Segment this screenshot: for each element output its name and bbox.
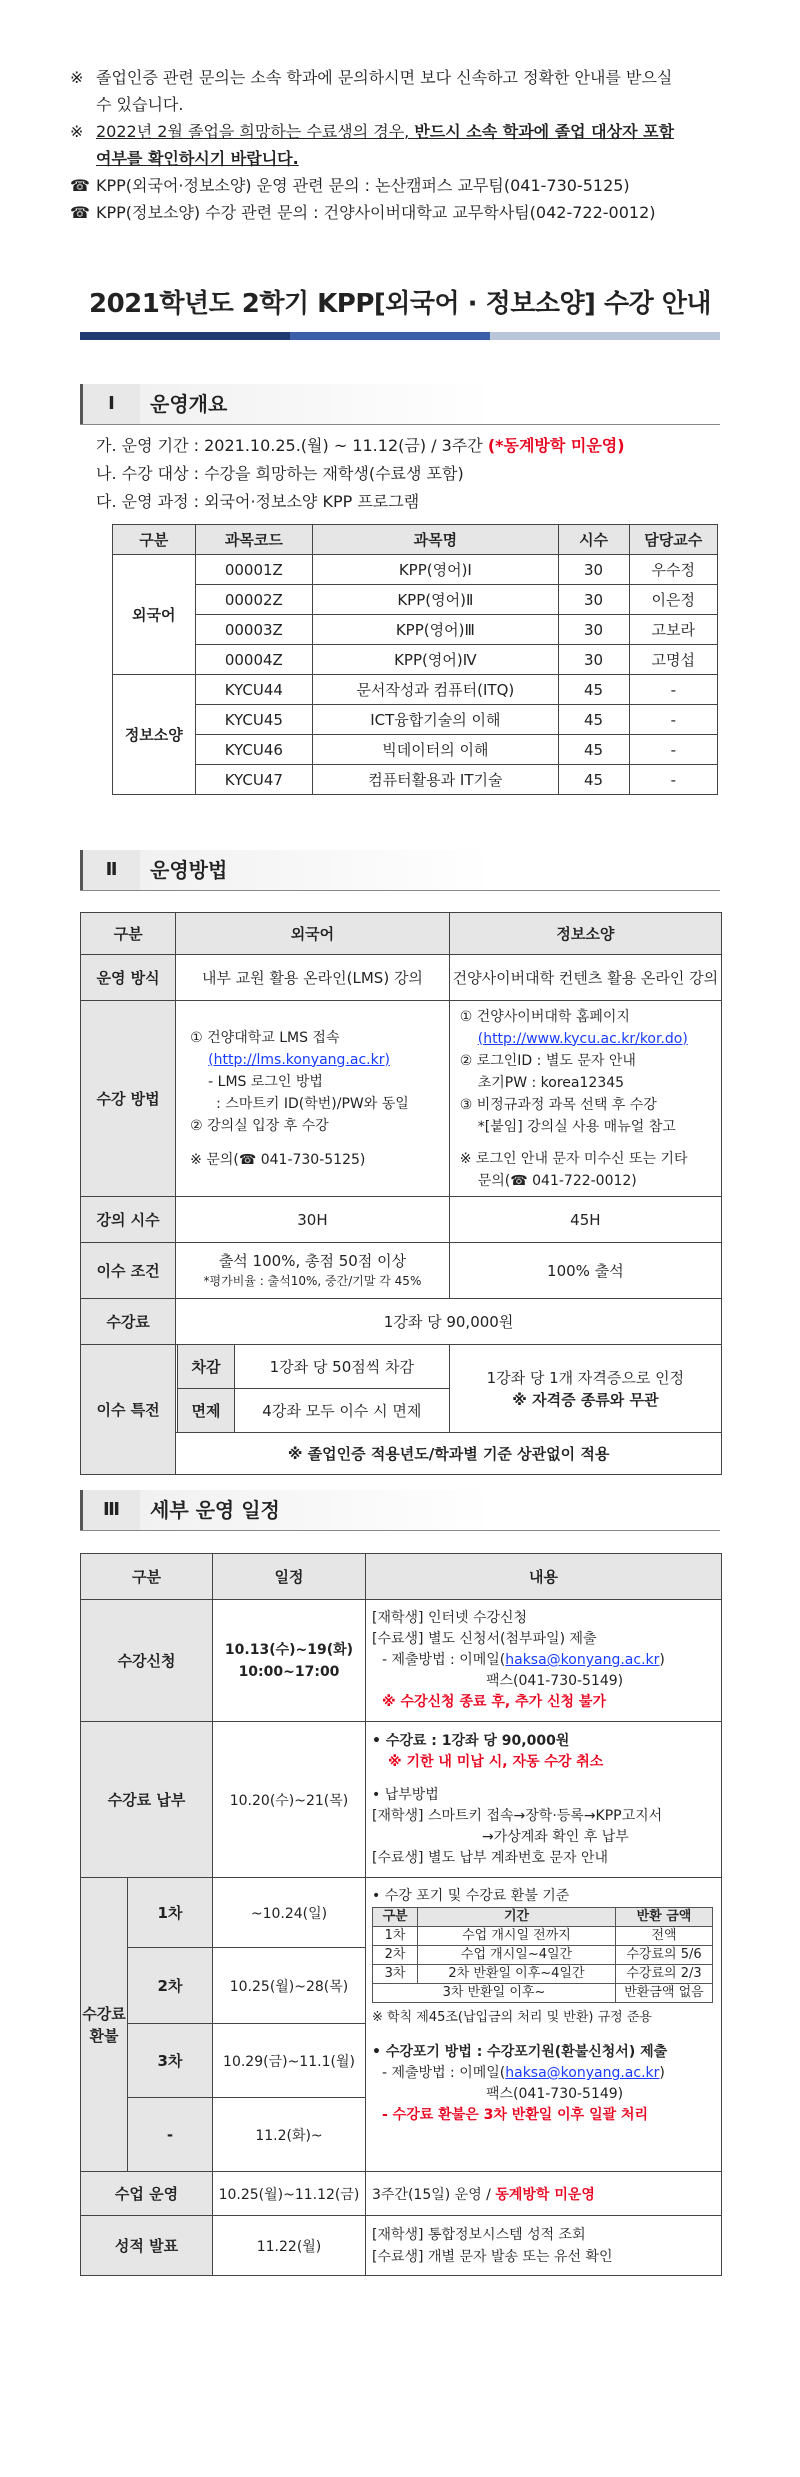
overview-info: 가. 운영 기간 : 2021.10.25.(월) ~ 11.12(금) / 3주간 (*동계방학 미운영) 나. 수강 대상 : 수강을 희망하는 재학생(수료생 포함) 다. 운영 과정 : 외국어·정보소양 KPP 프로그램	[96, 436, 625, 511]
phone-icon: ☎	[70, 203, 90, 222]
reference-mark-icon: ※	[70, 122, 84, 141]
contact-item: ☎ KPP(정보소양) 수강 관련 문의 : 건양사이버대학교 교무학사팀(042-722-0012)	[70, 199, 730, 226]
table-row: 00003Z KPP(영어)Ⅲ 30 고보라	[113, 615, 718, 645]
notice-list	[70, 64, 730, 226]
table-row: 정보소양 KYCU44 문서작성과 컴퓨터(ITQ) 45 -	[113, 675, 718, 705]
table-row: 3차 반환일 이후~ 반환금액 없음	[373, 1984, 713, 2003]
table-row: 이수 조건 출석 100%, 총점 50점 이상 *평가비율 : 출석10%, 중간/기말 각 45% 100% 출석	[81, 1243, 722, 1299]
table-row: 성적 발표 11.22(월) [재학생] 통합정보시스템 성적 조회 [수료생] 개별 문자 발송 또는 유선 확인	[81, 2216, 722, 2276]
notice-item: ※ 2022년 2월 졸업을 희망하는 수료생의 경우, 반드시 소속 학과에 졸업 대상자 포함 여부를 확인하시기 바랍니다.	[70, 118, 730, 172]
course-table: 구분 과목코드 과목명 시수 담당교수 외국어 00001Z KPP(영어)Ⅰ 30 우수정 00002Z KPP(영어)Ⅱ 30 이은정 00003Z KPP(영어)Ⅲ 30 고보라 00004Z KPP(영어)Ⅳ 30 고명섭 정보소양 KYCU44 문서작성과 컴퓨터(ITQ) 45 - KYCU45 ICT융합기술의 이해 45 - KYCU46 빅데이터의 이해 45 - KYCU47 컴퓨터활용과 IT기술 45 -	[112, 524, 718, 795]
table-row: 운영 방식 내부 교원 활용 온라인(LMS) 강의 건양사이버대학 컨텐츠 활용 온라인 강의	[81, 955, 722, 1001]
table-row: ※ 졸업인증 적용년도/학과별 기준 상관없이 적용	[81, 1433, 722, 1475]
kycu-link[interactable]: (http://www.kycu.ac.kr/kor.do)	[477, 1030, 688, 1047]
lms-link[interactable]: (http://lms.konyang.ac.kr)	[208, 1051, 390, 1068]
email-link[interactable]: haksa@konyang.ac.kr	[505, 1652, 660, 1668]
title-bar-mid	[290, 332, 490, 340]
table-row: 수강 방법 ① 건양대학교 LMS 접속 (http://lms.konyang.ac.kr) - LMS 로그인 방법 : 스마트키 ID(학번)/PW와 동일 ② 강의실 입장 후 수강 ※ 문의(☎ 041-730-5125) ① 건양사이버대학 홈페이지 (http://www.kycu.ac.kr/kor.do) ② 로그인ID : 별도 문자 안내 초기PW : korea12345 ③ 비정규과정 과목 선택 후 수강 *[붙임] 강의실 사용 매뉴얼 참고 ※ 로그인 안내 문자 미수신 또는 기타 문의(☎ 041-722-0012)	[81, 1001, 722, 1197]
notice-item: ※ 졸업인증 관련 문의는 소속 학과에 문의하시면 보다 신속하고 정확한 안내를 받으실 수 있습니다.	[70, 64, 730, 118]
table-row: - 11.2(화)~	[81, 2098, 722, 2172]
title-bar-dark	[80, 332, 290, 340]
table-row: 수업 운영 10.25(월)~11.12(금) 3주간(15일) 운영 / 동계방학 미운영	[81, 2172, 722, 2216]
table-row: 1차 수업 개시일 전까지 전액	[373, 1927, 713, 1946]
table-row: 수강료 환불 1차 ~10.24(일) • 수강 포기 및 수강료 환불 기준 구분 기간 반환 금액 1차 수업 개시일 전까지 전액 2차 수업 개시일~4일간 수강료의 5/6 3차 2차 반환일 이후~4일간 수강료의 2/3 3차 반환일 이후~ 반환금액 없음 ※ 학칙 제45조(납입금의 처리 및 반환) 규정 준용 • 수강포기 방법 : 수강포기원(환불신청서) 제출 - 제출방법 : 이메일(haksa@konyang.ac.kr) 팩스(041-730-5149) - 수강료 환불은 3차 반환일 이후 일괄 처리	[81, 1878, 722, 1948]
table-row: 이수 특전 차감 1강좌 당 50점씩 차감 1강좌 당 1개 자격증으로 인정 ※ 자격증 종류와 무관	[81, 1345, 722, 1389]
table-row: 강의 시수 30H 45H	[81, 1197, 722, 1243]
phone-icon: ☎	[70, 176, 90, 195]
table-row: 3차 10.29(금)~11.1(월)	[81, 2024, 722, 2098]
table-row: KYCU47 컴퓨터활용과 IT기술 45 -	[113, 765, 718, 795]
table-row: 00004Z KPP(영어)Ⅳ 30 고명섭	[113, 645, 718, 675]
table-row: KYCU46 빅데이터의 이해 45 -	[113, 735, 718, 765]
table-row: 수강신청 10.13(수)~19(화) 10:00~17:00 [재학생] 인터넷 수강신청 [수료생] 별도 신청서(첨부파일) 제출 - 제출방법 : 이메일(haksa@konyang.ac.kr) 팩스(041-730-5149) ※ 수강신청 종료 후, 추가 신청 불가	[81, 1600, 722, 1722]
table-row: 면제 4강좌 모두 이수 시 면제	[81, 1389, 722, 1433]
table-row: 2차 10.25(월)~28(목)	[81, 1948, 722, 2024]
table-row: 00002Z KPP(영어)Ⅱ 30 이은정	[113, 585, 718, 615]
method-table: 구분 외국어 정보소양 운영 방식 내부 교원 활용 온라인(LMS) 강의 건양사이버대학 컨텐츠 활용 온라인 강의 수강 방법 ① 건양대학교 LMS 접속 (http://lms.konyang.ac.kr) - LMS 로그인 방법 : 스마트키 ID(학번)/PW와 동일 ② 강의실 입장 후 수강 ※ 문의(☎ 041-730-5125) ① 건양사이버대학 홈페이지 (http://www.kycu.ac.kr/kor.do) ② 로그인ID : 별도 문자 안내 초기PW : korea12345 ③ 비정규과정 과목 선택 후 수강 *[붙임] 강의실 사용 매뉴얼 참고 ※ 로그인 안내 문자 미수신 또는 기타 문의(☎ 041-722-0012) 강의 시수 30H 45H 이수 조건 출석 100%, 총점 50점 이상 *평가비율 : 출석10%, 중간/기말 각 45% 100% 출석 수강료 1강좌 당 90,000원 이수 특전 차감 1강좌 당 50점씩 차감 1강좌 당 1개 자격증으로 인정 ※ 자격증 종류와 무관 면제 4강좌 모두 이수 시 면제 ※ 졸업인증 적용년도/학과별 기준 상관없이 적용	[80, 912, 722, 1475]
table-row: KYCU45 ICT융합기술의 이해 45 -	[113, 705, 718, 735]
table-row: 3차 2차 반환일 이후~4일간 수강료의 2/3	[373, 1965, 713, 1984]
schedule-table: 구분 일정 내용 수강신청 10.13(수)~19(화) 10:00~17:00 [재학생] 인터넷 수강신청 [수료생] 별도 신청서(첨부파일) 제출 - 제출방법 : 이메일(haksa@konyang.ac.kr) 팩스(041-730-5149) ※ 수강신청 종료 후, 추가 신청 불가 수강료 납부 10.20(수)~21(목) • 수강료 : 1강좌 당 90,000원 ※ 기한 내 미납 시, 자동 수강 취소 • 납부방법 [재학생] 스마트키 접속→장학·등록→KPP고지서 →가상계좌 확인 후 납부 [수료생] 별도 납부 계좌번호 문자 안내 수강료 환불 1차 ~10.24(일) • 수강 포기 및 수강료 환불 기준 구분 기간 반환 금액 1차 수업 개시일 전까지 전액 2차 수업 개시일~4일간 수강료의 5/6 3차 2차 반환일 이후~4일간 수강료의 2/3 3차 반환일 이후~ 반환금액 없음 ※ 학칙 제45조(납입금의 처리 및 반환) 규정 준용 • 수강포기 방법 : 수강포기원(환불신청서) 제출 - 제출방법 : 이메일(haksa@konyang.ac.kr) 팩스(041-730-5149) - 수강료 환불은 3차 반환일 이후 일괄 처리 2차 10.25(월)~28(목) 3차 10.29(금)~11.1(월) - 11.2(화)~ 수업 운영 10.25(월)~11.12(금) 3주간(15일) 운영 / 동계방학 미운영 성적 발표 11.22(월) [재학생] 통합정보시스템 성적 조회 [수료생] 개별 문자 발송 또는 유선 확인	[80, 1553, 722, 2276]
email-link[interactable]: haksa@konyang.ac.kr	[505, 2065, 660, 2081]
section-heading-method: Ⅱ 운영방법	[80, 850, 720, 890]
refund-criteria-table: 구분 기간 반환 금액 1차 수업 개시일 전까지 전액 2차 수업 개시일~4일간 수강료의 5/6 3차 2차 반환일 이후~4일간 수강료의 2/3 3차 반환일 이후~ 반환금액 없음	[372, 1907, 713, 2003]
table-row: 2차 수업 개시일~4일간 수강료의 5/6	[373, 1946, 713, 1965]
contact-item: ☎ KPP(외국어·정보소양) 운영 관련 문의 : 논산캠퍼스 교무팀(041-730-5125)	[70, 172, 730, 199]
table-row: 수강료 1강좌 당 90,000원	[81, 1299, 722, 1345]
table-row: 수강료 납부 10.20(수)~21(목) • 수강료 : 1강좌 당 90,000원 ※ 기한 내 미납 시, 자동 수강 취소 • 납부방법 [재학생] 스마트키 접속→장학·등록→KPP고지서 →가상계좌 확인 후 납부 [수료생] 별도 납부 계좌번호 문자 안내	[81, 1722, 722, 1878]
section-heading-schedule: Ⅲ 세부 운영 일정	[80, 1490, 720, 1530]
reference-mark-icon: ※	[70, 68, 84, 87]
title-bar-light	[490, 332, 720, 340]
section-heading-overview: Ⅰ 운영개요	[80, 384, 720, 424]
page-title: 2021학년도 2학기 KPP[외국어 · 정보소양] 수강 안내	[88, 289, 712, 319]
table-row: 외국어 00001Z KPP(영어)Ⅰ 30 우수정	[113, 555, 718, 585]
